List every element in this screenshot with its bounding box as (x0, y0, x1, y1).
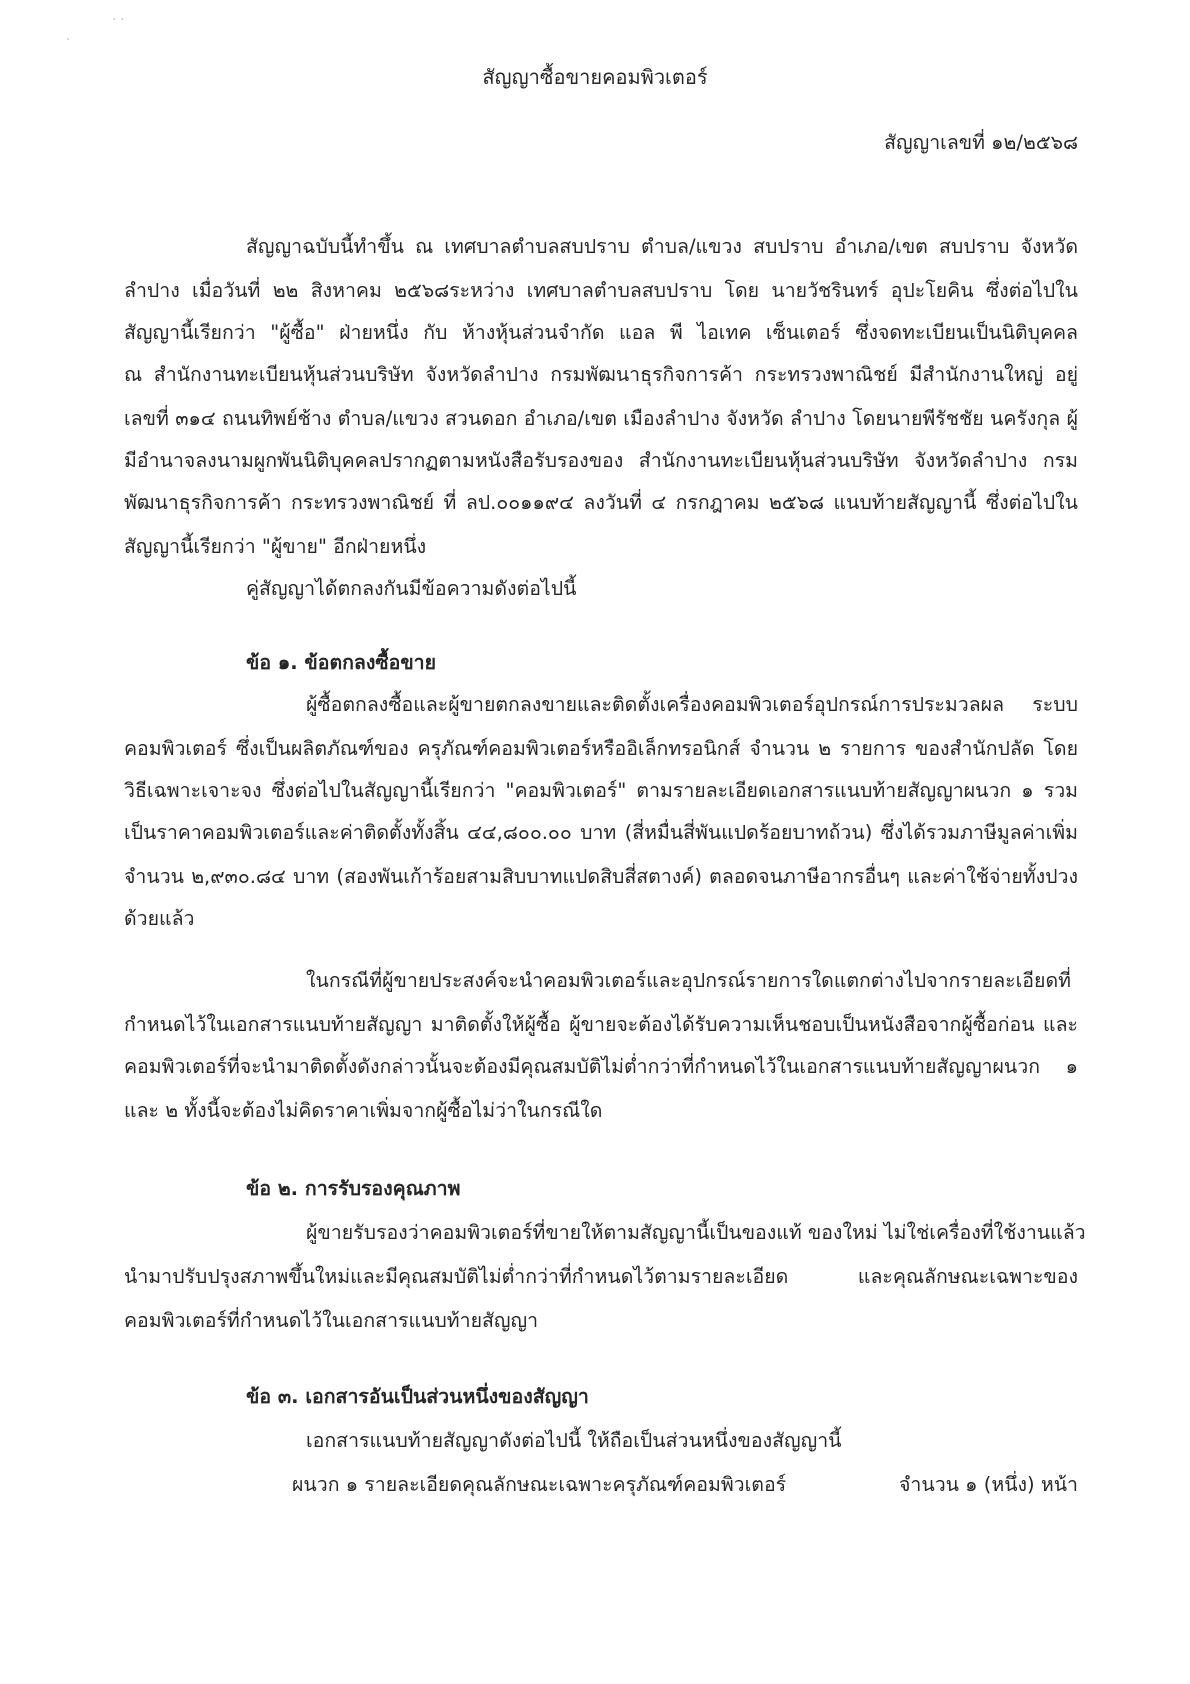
clause-3-intro: เอกสารแนบท้ายสัญญาดังต่อไปนี้ ให้ถือเป็นส่วนหนึ่งของสัญญานี้ (306, 1429, 842, 1452)
preamble-line: เลขที่ ๓๑๔ ถนนทิพย์ช้าง ตำบล/แขวง สวนดอก อำเภอ/เขต เมืองลำปาง จังหวัด ลำปาง โดยนายพีรัชชัย นครังกุล ผู้ (124, 407, 1078, 430)
clause-2-line: คอมพิวเตอร์ที่กำหนดไว้ในเอกสารแนบท้ายสัญญา (124, 1309, 539, 1332)
clause-2-heading: ข้อ ๒. การรับรองคุณภาพ (246, 1177, 461, 1200)
clause-1-line: คอมพิวเตอร์ ซึ่งเป็นผลิตภัณฑ์ของ ครุภัณฑ์คอมพิวเตอร์หรืออิเล็กทรอนิกส์ จำนวน ๒ รายการ ของสำนักปลัด โดย (124, 737, 1078, 760)
preamble-line: พัฒนาธุรกิจการค้า กระทรวงพาณิชย์ ที่ ลป.๐๐๑๑๙๔ ลงวันที่ ๔ กรกฎาคม ๒๕๖๘ แนบท้ายสัญญานี้ ซึ่งต่อไปใน (124, 491, 1078, 514)
contract-number: สัญญาเลขที่ ๑๒/๒๕๖๘ (884, 131, 1078, 154)
agreement-intro: คู่สัญญาได้ตกลงกันมีข้อความดังต่อไปนี้ (246, 577, 577, 600)
preamble-line: มีอำนาจลงนามผูกพันนิติบุคคลปรากฏตามหนังสือรับรองของ สำนักงานทะเบียนหุ้นส่วนบริษัท จังหวัดลำปาง กรม (124, 449, 1078, 472)
clause-1-line: กำหนดไว้ในเอกสารแนบท้ายสัญญา มาติดตั้งให้ผู้ซื้อ ผู้ขายจะต้องได้รับความเห็นชอบเป็นหนังสือจากผู้ซื้อก่อน และ (124, 1013, 1078, 1036)
scan-speck: ` (66, 38, 71, 49)
clause-1-line: คอมพิวเตอร์ที่จะนำมาติดตั้งดังกล่าวนั้นจะต้องมีคุณสมบัติไม่ต่ำกว่าที่กำหนดไว้ในเอกสารแนบท้ายสัญญาผนวก ๑ (124, 1055, 1078, 1078)
clause-1-line: เป็นราคาคอมพิวเตอร์และค่าติดตั้งทั้งสิ้น ๔๔,๘๐๐.๐๐ บาท (สี่หมื่นสี่พันแปดร้อยบาทถ้วน) ซึ่งได้รวมภาษีมูลค่าเพิ่ม (124, 821, 1078, 844)
preamble-line: ณ สำนักงานทะเบียนหุ้นส่วนบริษัท จังหวัดลำปาง กรมพัฒนาธุรกิจการค้า กระทรวงพาณิชย์ มีสำนักงานใหญ่ อยู่ (124, 363, 1078, 386)
clause-1-line: จำนวน ๒,๙๓๐.๘๔ บาท (สองพันเก้าร้อยสามสิบบาทแปดสิบสี่สตางค์) ตลอดจนภาษีอากรอื่นๆ และค่าใช้จ่ายทั้งปวง (124, 865, 1078, 888)
clause-2-line: ผู้ขายรับรองว่าคอมพิวเตอร์ที่ขายให้ตามสัญญานี้เป็นของแท้ ของใหม่ ไม่ใช่เครื่องที่ใช้งานแล้ว (306, 1221, 1086, 1244)
clause-2-line: นำมาปรับปรุงสภาพขึ้นใหม่และมีคุณสมบัติไม่ต่ำกว่าที่กำหนดไว้ตามรายละเอียด และคุณลักษณะเฉพาะของ (124, 1265, 1078, 1288)
document-title: สัญญาซื้อขายคอมพิวเตอร์ (482, 65, 708, 89)
annex-page-count: จำนวน ๑ (หนึ่ง) หน้า (898, 1473, 1078, 1496)
annex-label: ผนวก ๑ รายละเอียดคุณลักษณะเฉพาะครุภัณฑ์คอมพิวเตอร์ (292, 1473, 787, 1496)
clause-1-line: และ ๒ ทั้งนี้จะต้องไม่คิดราคาเพิ่มจากผู้ซื้อไม่ว่าในกรณีใด (124, 1099, 603, 1122)
clause-1-heading: ข้อ ๑. ข้อตกลงซื้อขาย (246, 651, 437, 674)
clause-1-line: ผู้ซื้อตกลงซื้อและผู้ขายตกลงขายและติดตั้งเครื่องคอมพิวเตอร์อุปกรณ์การประมวลผล ระบบ (306, 693, 1078, 716)
clause-3-heading: ข้อ ๓. เอกสารอันเป็นส่วนหนึ่งของสัญญา (246, 1385, 589, 1408)
preamble-line: สัญญานี้เรียกว่า "ผู้ขาย" อีกฝ่ายหนึ่ง (124, 535, 427, 558)
preamble-line: สัญญานี้เรียกว่า "ผู้ซื้อ" ฝ่ายหนึ่ง กับ ห้างหุ้นส่วนจำกัด แอล พี ไอเทค เซ็นเตอร์ ซึ่งจดทะเบียนเป็นนิติบุคคล (124, 321, 1078, 344)
clause-1-line: ในกรณีที่ผู้ขายประสงค์จะนำคอมพิวเตอร์และอุปกรณ์รายการใดแตกต่างไปจากรายละเอียดที่ (306, 969, 1071, 992)
scan-speck: ` ` (112, 18, 126, 29)
preamble-line: ลำปาง เมื่อวันที่ ๒๒ สิงหาคม ๒๕๖๘ระหว่าง เทศบาลตำบลสบปราบ โดย นายวัชรินทร์ อุปะโยคิน ซึ่งต่อไปใน (124, 279, 1078, 302)
preamble-line: สัญญาฉบับนี้ทำขึ้น ณ เทศบาลตำบลสบปราบ ตำบล/แขวง สบปราบ อำเภอ/เขต สบปราบ จังหวัด (246, 235, 1078, 258)
clause-1-line: ด้วยแล้ว (124, 907, 195, 930)
clause-1-line: วิธีเฉพาะเจาะจง ซึ่งต่อไปในสัญญานี้เรียกว่า "คอมพิวเตอร์" ตามรายละเอียดเอกสารแนบท้ายสัญญาผนวก ๑ รวม (124, 779, 1078, 802)
